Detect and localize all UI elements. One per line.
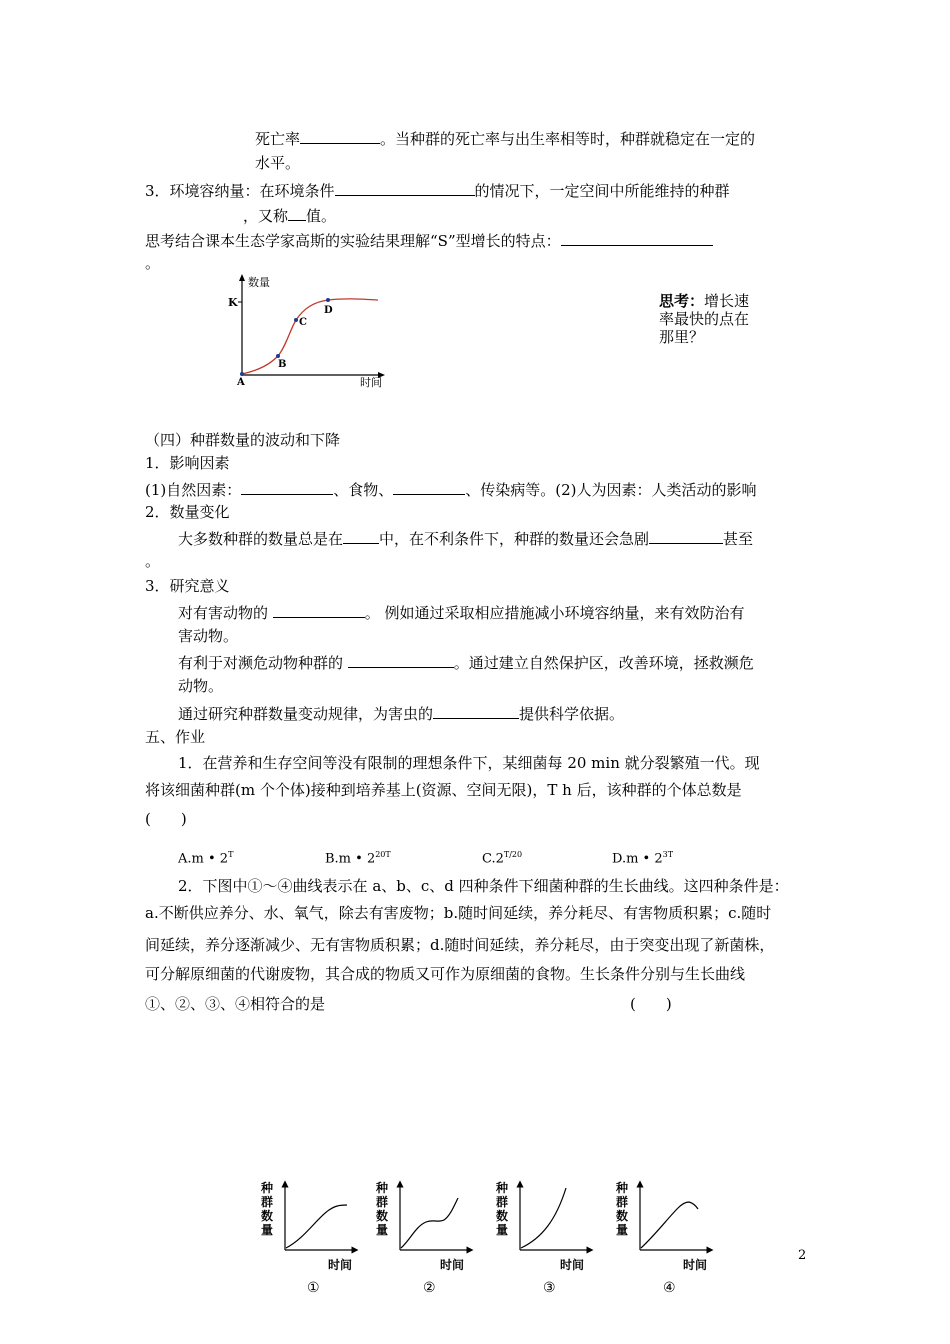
- graph2-xlabel: 时间: [440, 1258, 465, 1272]
- point-b: [276, 354, 280, 358]
- y-axis-arrow: [239, 274, 245, 281]
- point-c: [294, 318, 298, 322]
- growth-curves-figure: [255, 1178, 725, 1300]
- q2-line4: 可分解原细菌的代谢废物，其合成的物质又可作为原细菌的食物。生长条件分别与生长曲线: [145, 965, 746, 983]
- k-label: K: [228, 296, 238, 309]
- change-line: 大多数种群的数量总是在 中，在不利条件下，种群的数量还会急剧 甚至: [178, 527, 753, 549]
- change-heading: 2．数量变化: [145, 503, 230, 521]
- think-box-line2: 率最快的点在: [659, 310, 750, 328]
- blank-k[interactable]: [288, 204, 306, 221]
- graph3-ylabel-3: 数: [496, 1209, 509, 1223]
- option-b[interactable]: B.m • $2^{20T}$: [325, 850, 391, 867]
- part5-title: 五、作业: [145, 728, 206, 746]
- q2-line5: ①、②、③、④相符合的是: [145, 995, 326, 1013]
- graph3-ylabel-4: 量: [496, 1223, 509, 1237]
- blank-pest[interactable]: [433, 702, 519, 719]
- label-d: D: [324, 305, 333, 316]
- graph2-number: ②: [423, 1280, 436, 1296]
- graph-2: [375, 1180, 470, 1296]
- blank-endangered[interactable]: [348, 651, 454, 668]
- q2-answer-paren: ( ): [630, 995, 672, 1013]
- graph4-number: ④: [663, 1280, 676, 1296]
- k-value-line: ，又称 值。: [243, 204, 336, 226]
- carrying-capacity-line: 3．环境容纳量：在环境条件 的情况下，一定空间中所能维持的种群: [145, 179, 730, 201]
- graph2-curve: [401, 1198, 458, 1248]
- graph1-xlabel: 时间: [328, 1258, 353, 1272]
- q1-line1: 1．在营养和生存空间等没有限制的理想条件下，某细菌每 20 min 就分裂繁殖一代。现: [178, 754, 760, 772]
- y-axis-label: 数量: [248, 276, 270, 289]
- q1-line2: 将该细菌种群(m 个个体)接种到培养基上(资源、空间无限)，T h 后，该种群的个体总数是: [145, 781, 742, 799]
- gause-think-line: 思考结合课本生态学家高斯的实验结果理解“S”型增长的特点：: [145, 229, 713, 251]
- graph4-curve: [641, 1202, 698, 1248]
- q2-line1: 2．下图中①～④曲线表示在 a、b、c、d 四种条件下细菌种群的生长曲线。这四种条件是：: [178, 877, 789, 895]
- q2-line3: 间延续，养分逐渐减少、无有害物质积累；d.随时间延续，养分耗尽，由于突变出现了新菌株，: [145, 936, 775, 954]
- graph-3: [495, 1180, 590, 1296]
- graph1-ylabel-1: 种: [261, 1181, 274, 1195]
- graph2-ylabel-2: 群: [376, 1195, 389, 1209]
- period-line: 。: [145, 254, 161, 272]
- graph3-xlabel: 时间: [560, 1258, 585, 1272]
- graph2-ylabel-1: 种: [376, 1181, 389, 1195]
- graph1-ylabel-2: 群: [261, 1195, 274, 1209]
- graph4-ylabel-2: 群: [616, 1195, 629, 1209]
- death-rate-line: 死亡率 。当种群的死亡率与出生率相等时，种群就稳定在一定的: [255, 127, 755, 149]
- significance-heading: 3．研究意义: [145, 577, 230, 595]
- option-d[interactable]: D.m • $2^{3T}$: [612, 850, 674, 867]
- pest-line: 通过研究种群数量变动规律，为害虫的 提供科学依据。: [178, 702, 624, 724]
- blank-fluctuation[interactable]: [343, 527, 379, 544]
- blank-death-rate[interactable]: [300, 127, 380, 144]
- blank-harmful[interactable]: [273, 601, 365, 618]
- stable-level-line: 水平。: [255, 154, 301, 172]
- blank-env-condition[interactable]: [335, 179, 475, 196]
- option-c[interactable]: $C.2^{T/20}$: [482, 850, 523, 867]
- blank-s-curve-feature[interactable]: [561, 229, 713, 246]
- think-box-line3: 那里？: [659, 328, 705, 346]
- endangered-line: 有利于对濒危动物种群的 。通过建立自然保护区，改善环境，拯救濒危: [178, 651, 754, 673]
- harmful-line2: 害动物。: [178, 627, 239, 645]
- graph1-number: ①: [307, 1280, 320, 1296]
- blank-natural-factor[interactable]: [241, 478, 333, 495]
- page-number: 2: [798, 1248, 807, 1263]
- label-a: A: [237, 377, 245, 388]
- s-curve-graph: [220, 272, 400, 392]
- blank-decline[interactable]: [649, 527, 723, 544]
- graph4-ylabel-4: 量: [616, 1223, 629, 1237]
- q2-line2: a.不断供应养分、水、氧气，除去有害废物；b.随时间延续，养分耗尽、有害物质积累；c.随时: [145, 904, 772, 922]
- graph2-ylabel-3: 数: [376, 1209, 389, 1223]
- factors-line: (1)自然因素： 、食物、 、传染病等。(2)人为因素：人类活动的影响: [145, 478, 757, 500]
- option-a[interactable]: A.m • $2^T$: [178, 850, 234, 867]
- graph1-ylabel-4: 量: [261, 1223, 274, 1237]
- graph3-curve: [521, 1188, 566, 1248]
- graph1-curve: [286, 1205, 347, 1248]
- q1-answer-paren: ( ): [145, 810, 187, 828]
- graph-4: [615, 1180, 710, 1296]
- part4-title: （四）种群数量的波动和下降: [145, 431, 341, 449]
- harmful-line: 对有害动物的 。 例如通过采取相应措施减小环境容纳量，来有效防治有: [178, 601, 745, 623]
- graph3-ylabel-2: 群: [496, 1195, 509, 1209]
- s-curve-line: [242, 299, 378, 374]
- graph3-ylabel-1: 种: [496, 1181, 509, 1195]
- x-axis-label: 时间: [360, 376, 382, 389]
- graph4-ylabel-1: 种: [616, 1181, 629, 1195]
- label-b: B: [278, 359, 287, 370]
- factors-heading: 1．影响因素: [145, 454, 230, 472]
- point-a: [240, 372, 244, 376]
- endangered-line2: 动物。: [178, 677, 224, 695]
- graph4-ylabel-3: 数: [616, 1209, 629, 1223]
- think-box: 思考：增长速: [659, 292, 750, 310]
- graph3-number: ③: [543, 1280, 556, 1296]
- graph-1: [260, 1180, 355, 1296]
- graph1-ylabel-3: 数: [261, 1209, 274, 1223]
- graph2-ylabel-4: 量: [376, 1223, 389, 1237]
- label-c: C: [299, 317, 307, 328]
- point-d: [326, 298, 330, 302]
- change-end: 。: [145, 552, 161, 570]
- blank-food-factor[interactable]: [393, 478, 465, 495]
- graph4-xlabel: 时间: [683, 1258, 708, 1272]
